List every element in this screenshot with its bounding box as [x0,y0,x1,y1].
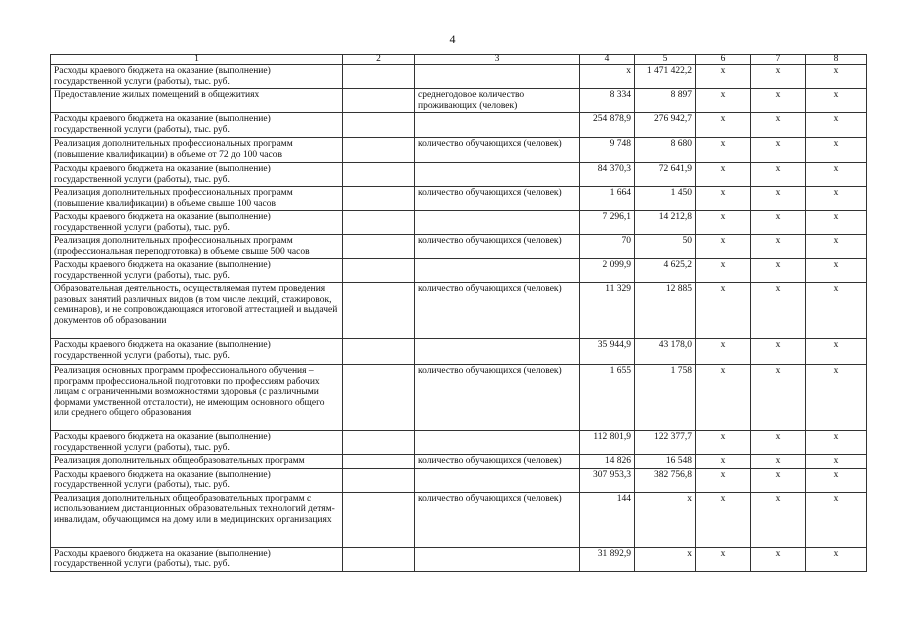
row-value-5: 1 471 422,2 [635,65,696,89]
row-value-5: x [635,492,696,547]
row-name: Расходы краевого бюджета на оказание (выполнение) государственной услуги (работы), тыс. руб. [51,259,343,283]
row-name: Реализация дополнительных профессиональных программ (профессиональная переподготовка) в объеме свыше 500 часов [51,235,343,259]
column-header-5: 5 [635,55,696,65]
row-col2 [343,259,415,283]
row-value-6: x [696,89,751,113]
row-value-5: 8 680 [635,138,696,163]
row-indicator: количество обучающихся (человек) [415,138,580,163]
row-value-4: 1 664 [580,187,635,211]
row-value-7: x [751,547,806,571]
row-value-5: 50 [635,235,696,259]
row-value-4: 9 748 [580,138,635,163]
table-row [51,339,867,365]
row-col2 [343,138,415,163]
row-col2 [343,455,415,469]
row-value-4: 2 099,9 [580,259,635,283]
row-name: Расходы краевого бюджета на оказание (выполнение) государственной услуги (работы), тыс. руб. [51,468,343,492]
row-value-8: x [806,339,867,365]
row-value-5: x [635,547,696,571]
table-row [51,138,867,163]
row-value-7: x [751,89,806,113]
row-value-7: x [751,113,806,138]
row-value-5: 276 942,7 [635,113,696,138]
row-name: Расходы краевого бюджета на оказание (выполнение) государственной услуги (работы), тыс. руб. [51,113,343,138]
row-name: Расходы краевого бюджета на оказание (выполнение) государственной услуги (работы), тыс. руб. [51,163,343,187]
row-indicator [415,431,580,455]
row-value-8: x [806,138,867,163]
table-row [51,259,867,283]
page-number: 4 [449,32,456,46]
table-row [51,163,867,187]
row-name: Расходы краевого бюджета на оказание (выполнение) государственной услуги (работы), тыс. руб. [51,211,343,235]
row-indicator [415,547,580,571]
row-col2 [343,211,415,235]
row-value-6: x [696,365,751,431]
row-name: Расходы краевого бюджета на оказание (выполнение) государственной услуги (работы), тыс. руб. [51,431,343,455]
row-indicator: количество обучающихся (человек) [415,455,580,469]
row-value-5: 43 178,0 [635,339,696,365]
column-header-3: 3 [415,55,580,65]
row-value-5: 12 885 [635,283,696,339]
table-body [51,65,867,572]
row-value-8: x [806,468,867,492]
row-value-6: x [696,187,751,211]
row-value-4: 7 296,1 [580,211,635,235]
row-value-5: 8 897 [635,89,696,113]
row-value-5: 4 625,2 [635,259,696,283]
row-value-5: 14 212,8 [635,211,696,235]
row-value-6: x [696,211,751,235]
row-indicator [415,259,580,283]
row-col2 [343,89,415,113]
row-name: Реализация дополнительных общеобразовательных программ [51,455,343,469]
row-value-8: x [806,455,867,469]
row-value-4: 8 334 [580,89,635,113]
row-value-6: x [696,235,751,259]
table-row [51,547,867,571]
row-value-8: x [806,187,867,211]
row-value-6: x [696,455,751,469]
row-col2 [343,468,415,492]
row-value-6: x [696,431,751,455]
row-col2 [343,339,415,365]
row-value-8: x [806,283,867,339]
table-row [51,365,867,431]
row-value-4: 31 892,9 [580,547,635,571]
column-header-1: 1 [51,55,343,65]
table-row [51,113,867,138]
row-name: Реализация дополнительных профессиональных программ (повышение квалификации) в объеме свыше 100 часов [51,187,343,211]
row-value-5: 122 377,7 [635,431,696,455]
row-col2 [343,547,415,571]
row-value-8: x [806,365,867,431]
row-indicator: количество обучающихся (человек) [415,365,580,431]
table-row [51,283,867,339]
row-value-7: x [751,365,806,431]
row-col2 [343,492,415,547]
row-col2 [343,187,415,211]
row-indicator [415,113,580,138]
row-value-5: 72 641,9 [635,163,696,187]
row-name: Реализация дополнительных профессиональных программ (повышение квалификации) в объеме от 72 до 100 часов [51,138,343,163]
row-name: Образовательная деятельность, осуществляемая путем проведения разовых занятий различных видов (в том числе лекций, стажировок, семинаров), и не сопровождающаяся итоговой аттестацией и выдачей документов об образовании [51,283,343,339]
table-row [51,89,867,113]
row-value-6: x [696,259,751,283]
row-indicator: количество обучающихся (человек) [415,283,580,339]
row-col2 [343,113,415,138]
row-value-7: x [751,283,806,339]
row-value-7: x [751,259,806,283]
row-indicator: количество обучающихся (человек) [415,187,580,211]
row-indicator: среднегодовое количество проживающих (человек) [415,89,580,113]
row-value-7: x [751,211,806,235]
table-row [51,431,867,455]
row-value-6: x [696,468,751,492]
row-indicator: количество обучающихся (человек) [415,492,580,547]
row-value-7: x [751,468,806,492]
row-col2 [343,235,415,259]
row-value-8: x [806,211,867,235]
row-col2 [343,65,415,89]
row-value-7: x [751,455,806,469]
header-row [51,55,867,65]
table-row [51,187,867,211]
row-col2 [343,283,415,339]
row-value-7: x [751,431,806,455]
row-indicator [415,211,580,235]
row-col2 [343,163,415,187]
row-name: Расходы краевого бюджета на оказание (выполнение) государственной услуги (работы), тыс. руб. [51,65,343,89]
row-value-7: x [751,492,806,547]
table-row [51,468,867,492]
row-value-4: 112 801,9 [580,431,635,455]
row-value-4: 70 [580,235,635,259]
table-row [51,235,867,259]
row-value-5: 16 548 [635,455,696,469]
table-row [51,455,867,469]
column-header-4: 4 [580,55,635,65]
row-name: Расходы краевого бюджета на оказание (выполнение) государственной услуги (работы), тыс. руб. [51,547,343,571]
row-value-8: x [806,163,867,187]
row-value-4: 84 370,3 [580,163,635,187]
column-header-8: 8 [806,55,867,65]
row-value-4: 254 878,9 [580,113,635,138]
row-indicator [415,65,580,89]
row-indicator [415,163,580,187]
row-value-4: 35 944,9 [580,339,635,365]
row-col2 [343,431,415,455]
column-header-6: 6 [696,55,751,65]
row-value-6: x [696,163,751,187]
row-name: Предоставление жилых помещений в общежитиях [51,89,343,113]
row-value-6: x [696,339,751,365]
row-value-7: x [751,187,806,211]
row-value-8: x [806,89,867,113]
row-value-4: 11 329 [580,283,635,339]
row-value-6: x [696,547,751,571]
row-value-8: x [806,492,867,547]
row-value-7: x [751,339,806,365]
row-indicator: количество обучающихся (человек) [415,235,580,259]
row-value-8: x [806,259,867,283]
row-value-8: x [806,113,867,138]
row-value-7: x [751,235,806,259]
row-indicator [415,468,580,492]
row-value-4: x [580,65,635,89]
row-value-8: x [806,235,867,259]
row-value-6: x [696,65,751,89]
table-row [51,65,867,89]
row-value-8: x [806,65,867,89]
row-value-4: 307 953,3 [580,468,635,492]
row-value-6: x [696,113,751,138]
row-value-6: x [696,138,751,163]
column-header-2: 2 [343,55,415,65]
row-col2 [343,365,415,431]
row-value-4: 14 826 [580,455,635,469]
row-name: Реализация дополнительных общеобразовательных программ с использованием дистанционных образовательных технологий детям-инвалидам, обучающимся на дому или в медицинских организациях [51,492,343,547]
row-value-5: 1 450 [635,187,696,211]
row-value-5: 382 756,8 [635,468,696,492]
table-row [51,492,867,547]
row-value-7: x [751,65,806,89]
row-value-7: x [751,138,806,163]
table-row [51,211,867,235]
row-indicator [415,339,580,365]
row-value-7: x [751,163,806,187]
budget-table [50,54,867,572]
row-name: Реализация основных программ профессионального обучения – программ профессиональной подготовки по профессиям рабочих лицам с ограниченными возможностями здоровья (с различными формами умственной отсталости), не имеющим основного общего или среднего общего образования [51,365,343,431]
row-value-4: 144 [580,492,635,547]
row-value-6: x [696,283,751,339]
row-value-5: 1 758 [635,365,696,431]
row-value-4: 1 655 [580,365,635,431]
row-name: Расходы краевого бюджета на оказание (выполнение) государственной услуги (работы), тыс. руб. [51,339,343,365]
column-header-7: 7 [751,55,806,65]
row-value-8: x [806,547,867,571]
row-value-8: x [806,431,867,455]
row-value-6: x [696,492,751,547]
